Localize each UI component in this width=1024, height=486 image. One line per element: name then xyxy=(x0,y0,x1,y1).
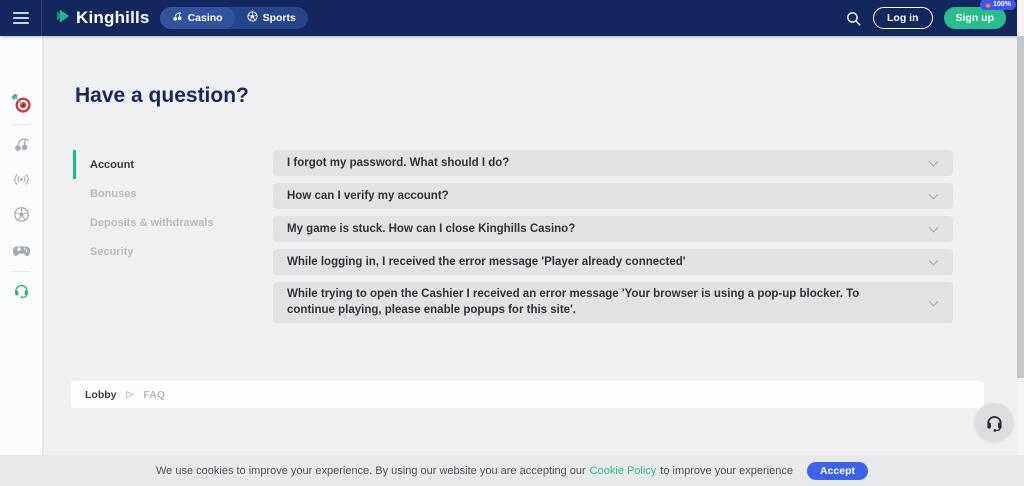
faq-question-text: How can I verify my account? xyxy=(287,190,449,202)
cookie-banner xyxy=(0,455,1024,486)
page-title: Have a question? xyxy=(75,84,249,107)
brand-logo[interactable] xyxy=(56,8,150,29)
faq-question-text: I forgot my password. What should I do? xyxy=(287,157,510,169)
faq-category-list xyxy=(73,150,263,266)
signup-bonus-badge: 100% xyxy=(980,0,1016,10)
search-icon[interactable] xyxy=(845,10,862,27)
hamburger-menu-icon[interactable] xyxy=(0,0,42,36)
cherries-icon xyxy=(172,11,183,25)
gamepad-icon xyxy=(12,241,31,260)
chevron-down-icon xyxy=(929,223,939,233)
casino-sports-switch xyxy=(160,7,308,29)
cookie-text-after: to improve your experience xyxy=(660,464,793,477)
chevron-down-icon xyxy=(929,296,939,306)
left-sidebar xyxy=(0,36,42,486)
faq-question[interactable] xyxy=(273,183,953,209)
breadcrumb xyxy=(71,381,984,408)
dartboard-icon xyxy=(12,94,31,113)
chevron-down-icon xyxy=(929,157,939,167)
faq-question[interactable] xyxy=(273,216,953,242)
faq-question[interactable] xyxy=(273,282,953,323)
login-button[interactable]: Log in xyxy=(873,7,933,29)
category-security[interactable]: Security xyxy=(90,245,134,258)
support-chat-button[interactable] xyxy=(975,403,1013,441)
headset-icon xyxy=(985,413,1004,432)
vertical-scrollbar[interactable] xyxy=(1017,0,1024,455)
category-bonuses[interactable]: Bonuses xyxy=(90,187,137,200)
headset-icon xyxy=(13,282,30,299)
tab-casino[interactable] xyxy=(160,7,235,29)
faq-question[interactable] xyxy=(273,150,953,176)
category-deposits-withdrawals[interactable]: Deposits & withdrawals xyxy=(90,216,214,229)
cookie-accept-button[interactable]: Accept xyxy=(807,462,868,480)
faq-list xyxy=(273,150,953,330)
sidebar-item-sports[interactable] xyxy=(0,206,42,223)
chevron-down-icon xyxy=(929,190,939,200)
breadcrumb-lobby[interactable]: Lobby xyxy=(85,388,117,401)
sidebar-item-casino[interactable] xyxy=(0,136,42,153)
navbar-right xyxy=(845,1,1011,29)
soccer-ball-icon xyxy=(247,11,258,25)
scrollbar-thumb[interactable] xyxy=(1017,36,1024,378)
breadcrumb-arrow-icon: ▷ xyxy=(126,389,134,399)
sidebar-item-target[interactable] xyxy=(0,94,42,113)
gift-icon xyxy=(985,2,991,8)
sidebar-item-support[interactable] xyxy=(0,282,42,299)
faq-question-text: While trying to open the Cashier I received an error message 'Your browser is using a pop-up blocker. To continue playing, please enable popups for this site'. xyxy=(287,288,860,316)
signup-button[interactable]: Sign up xyxy=(944,7,1007,29)
top-navbar xyxy=(0,0,1024,36)
sidebar-item-games[interactable] xyxy=(0,241,42,260)
breadcrumb-current: FAQ xyxy=(143,388,166,401)
sidebar-item-live[interactable] xyxy=(0,171,42,188)
cookie-text: We use cookies to improve your experience. By using our website you are accepting our xyxy=(156,464,586,477)
faq-question-text: While logging in, I received the error message 'Player already connected' xyxy=(287,256,686,268)
kinghills-logo-icon xyxy=(56,8,71,29)
faq-question-text: My game is stuck. How can I close Kinghills Casino? xyxy=(287,223,576,235)
tab-sports-label: Sports xyxy=(262,12,296,24)
tab-sports[interactable] xyxy=(235,7,308,29)
live-broadcast-icon xyxy=(13,171,30,188)
cookie-policy-link[interactable]: Cookie Policy xyxy=(589,464,657,477)
tab-casino-label: Casino xyxy=(187,12,223,24)
brand-name: Kinghills xyxy=(76,8,150,27)
cherries-icon xyxy=(13,136,30,153)
category-account[interactable]: Account xyxy=(73,150,263,179)
faq-question[interactable] xyxy=(273,249,953,275)
soccer-ball-icon xyxy=(13,206,30,223)
chevron-down-icon xyxy=(929,256,939,266)
